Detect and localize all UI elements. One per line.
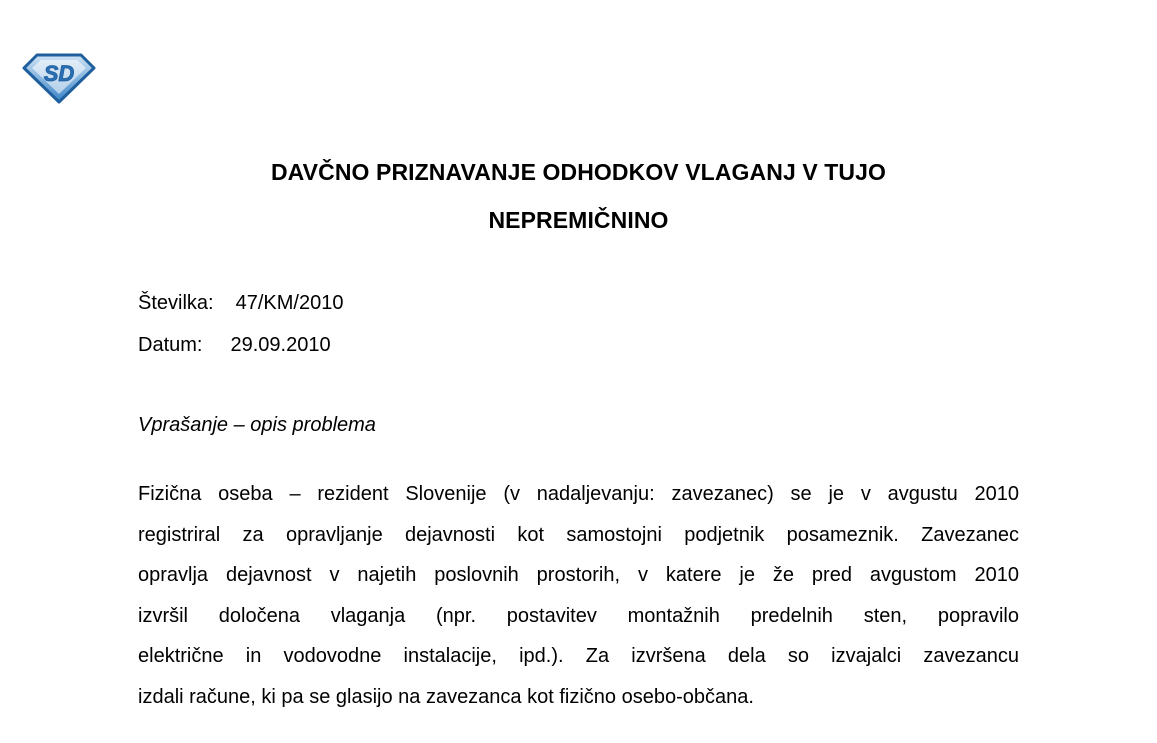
company-logo <box>22 52 96 104</box>
paragraph-line: izvršil določena vlaganja (npr. postavitev montažnih predelnih sten, popravilo <box>138 604 1019 627</box>
date-row <box>138 334 331 357</box>
paragraph-line: električne in vodovodne instalacije, ipd.). Za izvršena dela so izvajalci zavezancu <box>138 645 1019 667</box>
reference-number-value: 47/KM/2010 <box>235 292 344 314</box>
sd-diamond-logo-icon <box>22 52 96 104</box>
document-title-line-2: NEPREMIČNINO <box>488 207 669 233</box>
date-value: 29.09.2010 <box>230 334 331 356</box>
paragraph-line: Fizična oseba – rezident Slovenije (v nadaljevanju: zavezanec) se je v avgustu 2010 <box>138 483 1019 505</box>
paragraph-line: registriral za opravljanje dejavnosti kot samostojni podjetnik posameznik. Zavezanec <box>138 523 1019 546</box>
reference-number-label: Številka: <box>138 292 214 314</box>
logo-letters: SD <box>43 61 75 86</box>
body-paragraph <box>138 478 1019 721</box>
date-label: Datum: <box>138 334 203 356</box>
paragraph-line: opravlja dejavnost v najetih poslovnih prostorih, v katere je že pred avgustom 2010 <box>138 564 1019 586</box>
document-title-line-1: DAVČNO PRIZNAVANJE ODHODKOV VLAGANJ V TUJO <box>270 159 887 185</box>
section-heading: Vprašanje – opis problema <box>138 414 376 436</box>
paragraph-line: izdali račune, ki pa se glasijo na zavezanca kot fizično osebo-občana. <box>138 685 754 708</box>
reference-number-row <box>138 292 343 315</box>
